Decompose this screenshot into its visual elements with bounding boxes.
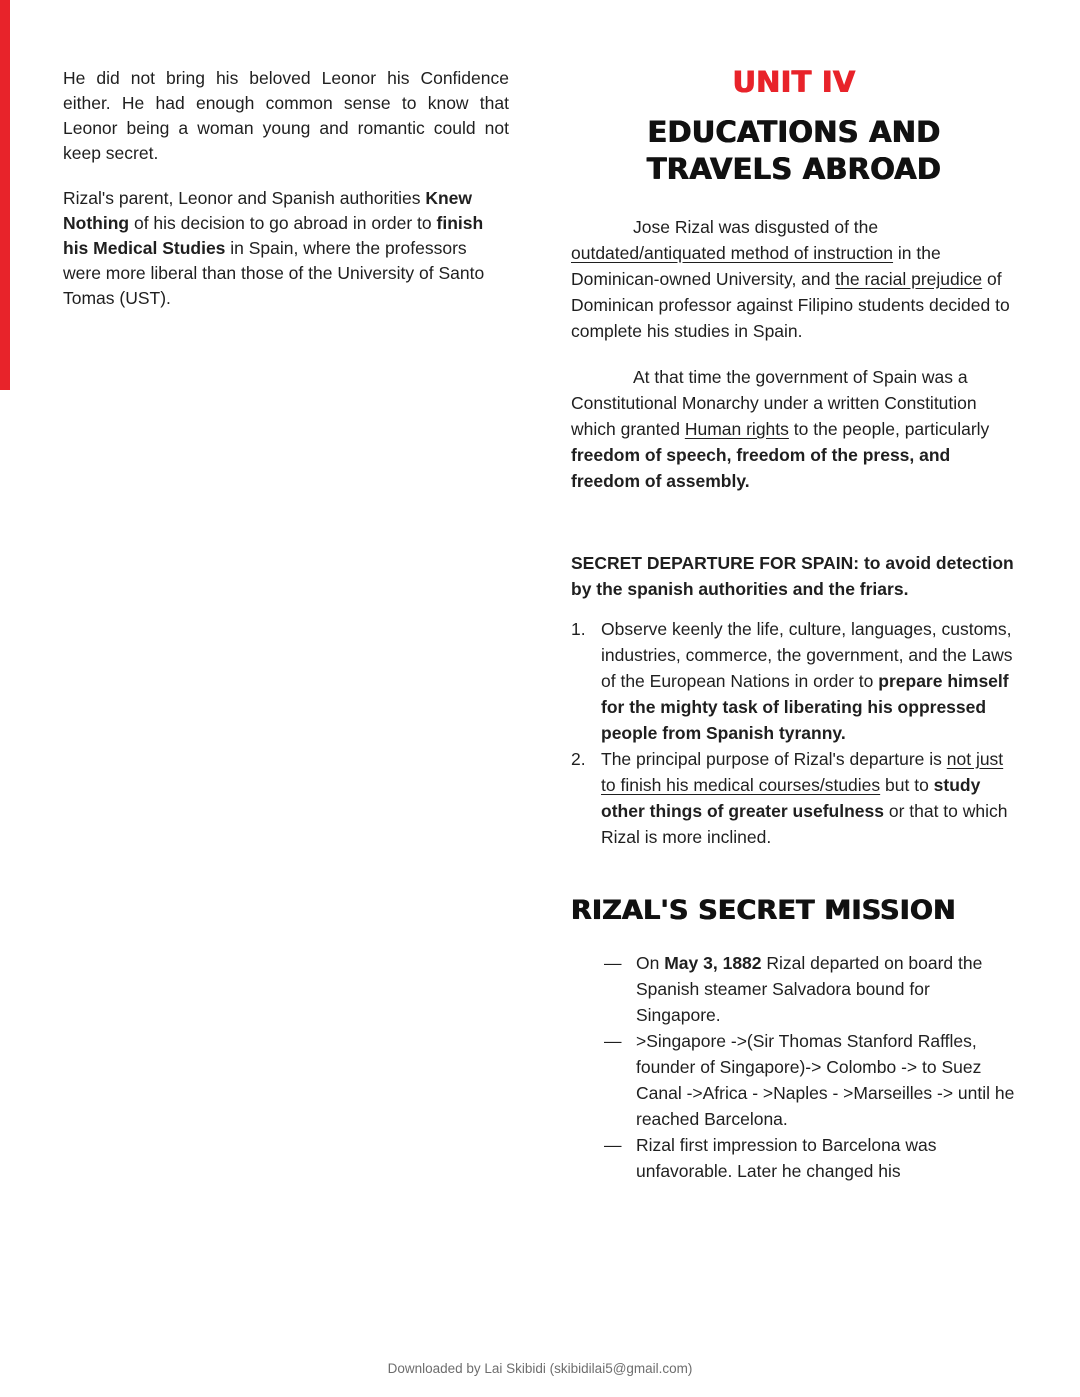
mission-heading: RIZAL'S SECRET MISSION [571, 895, 956, 926]
paragraph-disgusted: Jose Rizal was disgusted of the outdated/antiquated method of instruction in the Dominican-owned University, and the racial prejudice of Dominican professor against Filipino students decided to complete his studies in Spain. [571, 217, 1010, 341]
dash-bullet-icon: — [604, 1031, 622, 1051]
page-title: EDUCATIONS AND TRAVELS ABROAD [646, 115, 942, 186]
dash-bullet-icon: — [604, 1135, 622, 1155]
numbered-list [571, 616, 1017, 850]
paragraph-leonor-confidence: He did not bring his beloved Leonor his Confidence either. He had enough common sense to know that Leonor being a woman young and romantic could not keep secret. [63, 68, 509, 163]
secret-departure-heading: SECRET DEPARTURE FOR SPAIN: to avoid detection by the spanish authorities and the friars. [571, 553, 1014, 599]
paragraph-knew-nothing: Rizal's parent, Leonor and Spanish authorities Knew Nothing of his decision to go abroad in order to finish his Medical Studies in Spain, where the professors were more liberal than those of the University of Santo Tomas (UST). [63, 188, 485, 308]
footer-credit: Downloaded by Lai Skibidi (skibidilai5@gmail.com) [387, 1361, 693, 1376]
list-number: 1. [571, 619, 586, 639]
list-item-text: The principal purpose of Rizal's departure is not just to finish his medical courses/studies but to study other things of greater usefulness or that to which Rizal is more inclined. [601, 749, 1008, 847]
list-item [604, 950, 1017, 1028]
list-item [604, 1132, 1017, 1184]
list-item-text: Observe keenly the life, culture, languages, customs, industries, commerce, the government, and the Laws of the European Nations in order to prepare himself for the mighty task of liberating his oppressed people from Spanish tyranny. [601, 619, 1013, 743]
list-number: 2. [571, 749, 586, 769]
list-item-text: >Singapore ->(Sir Thomas Stanford Raffles, founder of Singapore)-> Colombo -> to Suez Canal ->Africa - >Naples - >Marseilles -> until he reached Barcelona. [636, 1031, 1015, 1129]
dash-bullet-icon: — [604, 953, 622, 973]
red-accent-bar [0, 0, 10, 390]
list-item-text: Rizal first impression to Barcelona was unfavorable. Later he changed his [636, 1135, 937, 1181]
right-column [571, 60, 1017, 1184]
list-item [571, 746, 1017, 850]
list-item-text: On May 3, 1882 Rizal departed on board the Spanish steamer Salvadora bound for Singapore. [636, 953, 983, 1025]
list-item [571, 616, 1017, 746]
list-item [604, 1028, 1017, 1132]
unit-label: UNIT IV [732, 65, 856, 99]
left-column [63, 66, 509, 331]
paragraph-constitutional-monarchy: At that time the government of Spain was a Constitutional Monarchy under a written Constitution which granted Human rights to the people, particularly freedom of speech, freedom of the press, and freedom of assembly. [571, 367, 990, 491]
dash-list [571, 950, 1017, 1184]
